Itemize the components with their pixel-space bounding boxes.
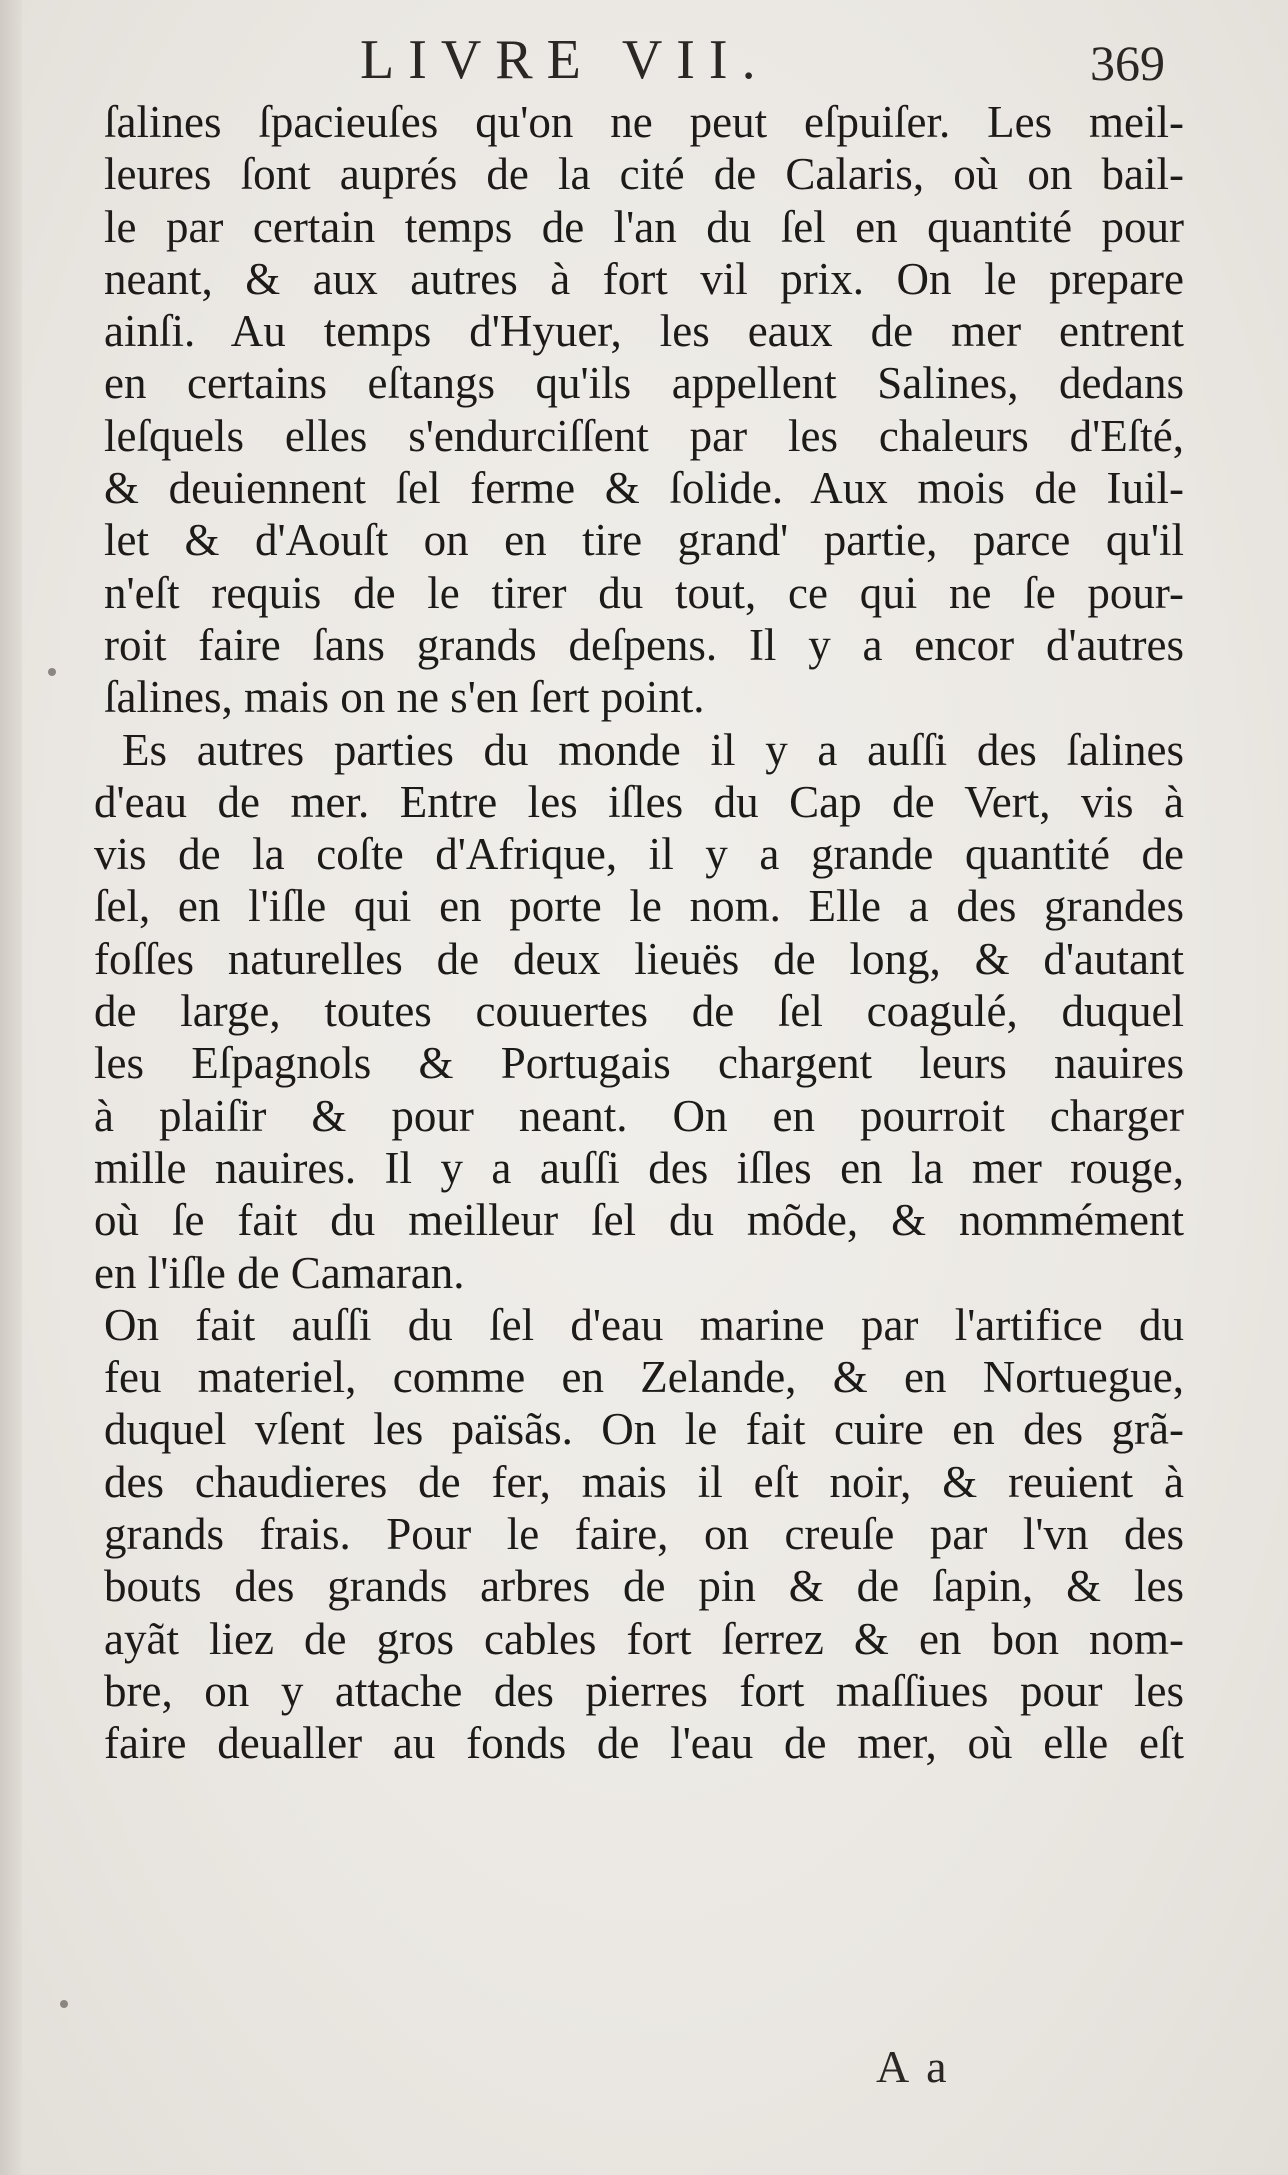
text-line: des chaudieres de fer, mais il eſt noir, & reuient à [104,1456,1184,1507]
page-gutter-shadow [0,0,22,2175]
text-line: ſalines, mais on ne s'en ſert point. [104,672,705,723]
text-line: leſquels elles s'endurciſſent par les chaleurs d'Eſté, [104,410,1184,461]
text-line: let & d'Aouſt on en tire grand' partie, parce qu'il [104,515,1184,566]
text-line: en l'iſle de Camaran. [94,1247,465,1298]
text-line: Es autres parties du monde il y a auſſi des ſalines [122,724,1184,775]
text-line: vis de la coſte d'Afrique, il y a grande quantité de [94,829,1184,880]
text-line: grands frais. Pour le faire, on creuſe par l'vn des [104,1509,1184,1560]
text-line: de large, toutes couuertes de ſel coagulé, duquel [94,986,1184,1037]
text-line: & deuiennent ſel ferme & ſolide. Aux mois de Iuil- [104,463,1184,514]
text-line: en certains eſtangs qu'ils appellent Salines, dedans [104,358,1184,409]
ink-speck [60,2000,68,2008]
text-line: le par certain temps de l'an du ſel en quantité pour [104,201,1184,252]
body-text [94,96,1184,1770]
page-number: 369 [1090,35,1165,91]
text-line: où ſe fait du meilleur ſel du mõde, & nommément [94,1195,1184,1246]
signature-mark: A a [876,2041,951,2092]
text-line: ainſi. Au temps d'Hyuer, les eaux de mer entrent [104,306,1184,357]
text-line: à plaiſir & pour neant. On en pourroit charger [94,1090,1184,1141]
text-line: n'eſt requis de le tirer du tout, ce qui ne ſe pour- [104,567,1184,618]
text-line: les Eſpagnols & Portugais chargent leurs nauires [94,1038,1184,1089]
text-line: d'eau de mer. Entre les iſles du Cap de Vert, vis à [94,776,1184,827]
text-line: duquel vſent les païsãs. On le fait cuire en des grã- [104,1404,1184,1455]
text-line: ayãt liez de gros cables fort ſerrez & en bon nom- [104,1613,1184,1664]
text-line: faire deualler au fonds de l'eau de mer, où elle eſt [104,1718,1184,1769]
text-line: roit faire ſans grands deſpens. Il y a encor d'autres [104,619,1184,670]
text-line: bouts des grands arbres de pin & de ſapin, & les [104,1561,1184,1612]
text-line: feu materiel, comme en Zelande, & en Nortuegue, [104,1352,1184,1403]
text-line: ſalines ſpacieuſes qu'on ne peut eſpuiſer. Les meil- [104,97,1184,147]
ink-speck [48,668,56,676]
text-line: leures ſont auprés de la cité de Calaris, où on bail- [104,149,1184,200]
text-line: foſſes naturelles de deux lieuës de long, & d'autant [94,933,1184,984]
text-line: mille nauires. Il y a auſſi des iſles en la mer rouge, [94,1142,1184,1193]
text-line: bre, on y attache des pierres fort maſſiues pour les [104,1665,1184,1716]
text-line: neant, & aux autres à fort vil prix. On le prepare [104,253,1184,304]
text-line: On fait auſſi du ſel d'eau marine par l'artifice du [104,1299,1184,1350]
text-line: ſel, en l'iſle qui en porte le nom. Elle a des grandes [94,881,1184,932]
running-title: LIVRE VII. [360,29,770,91]
